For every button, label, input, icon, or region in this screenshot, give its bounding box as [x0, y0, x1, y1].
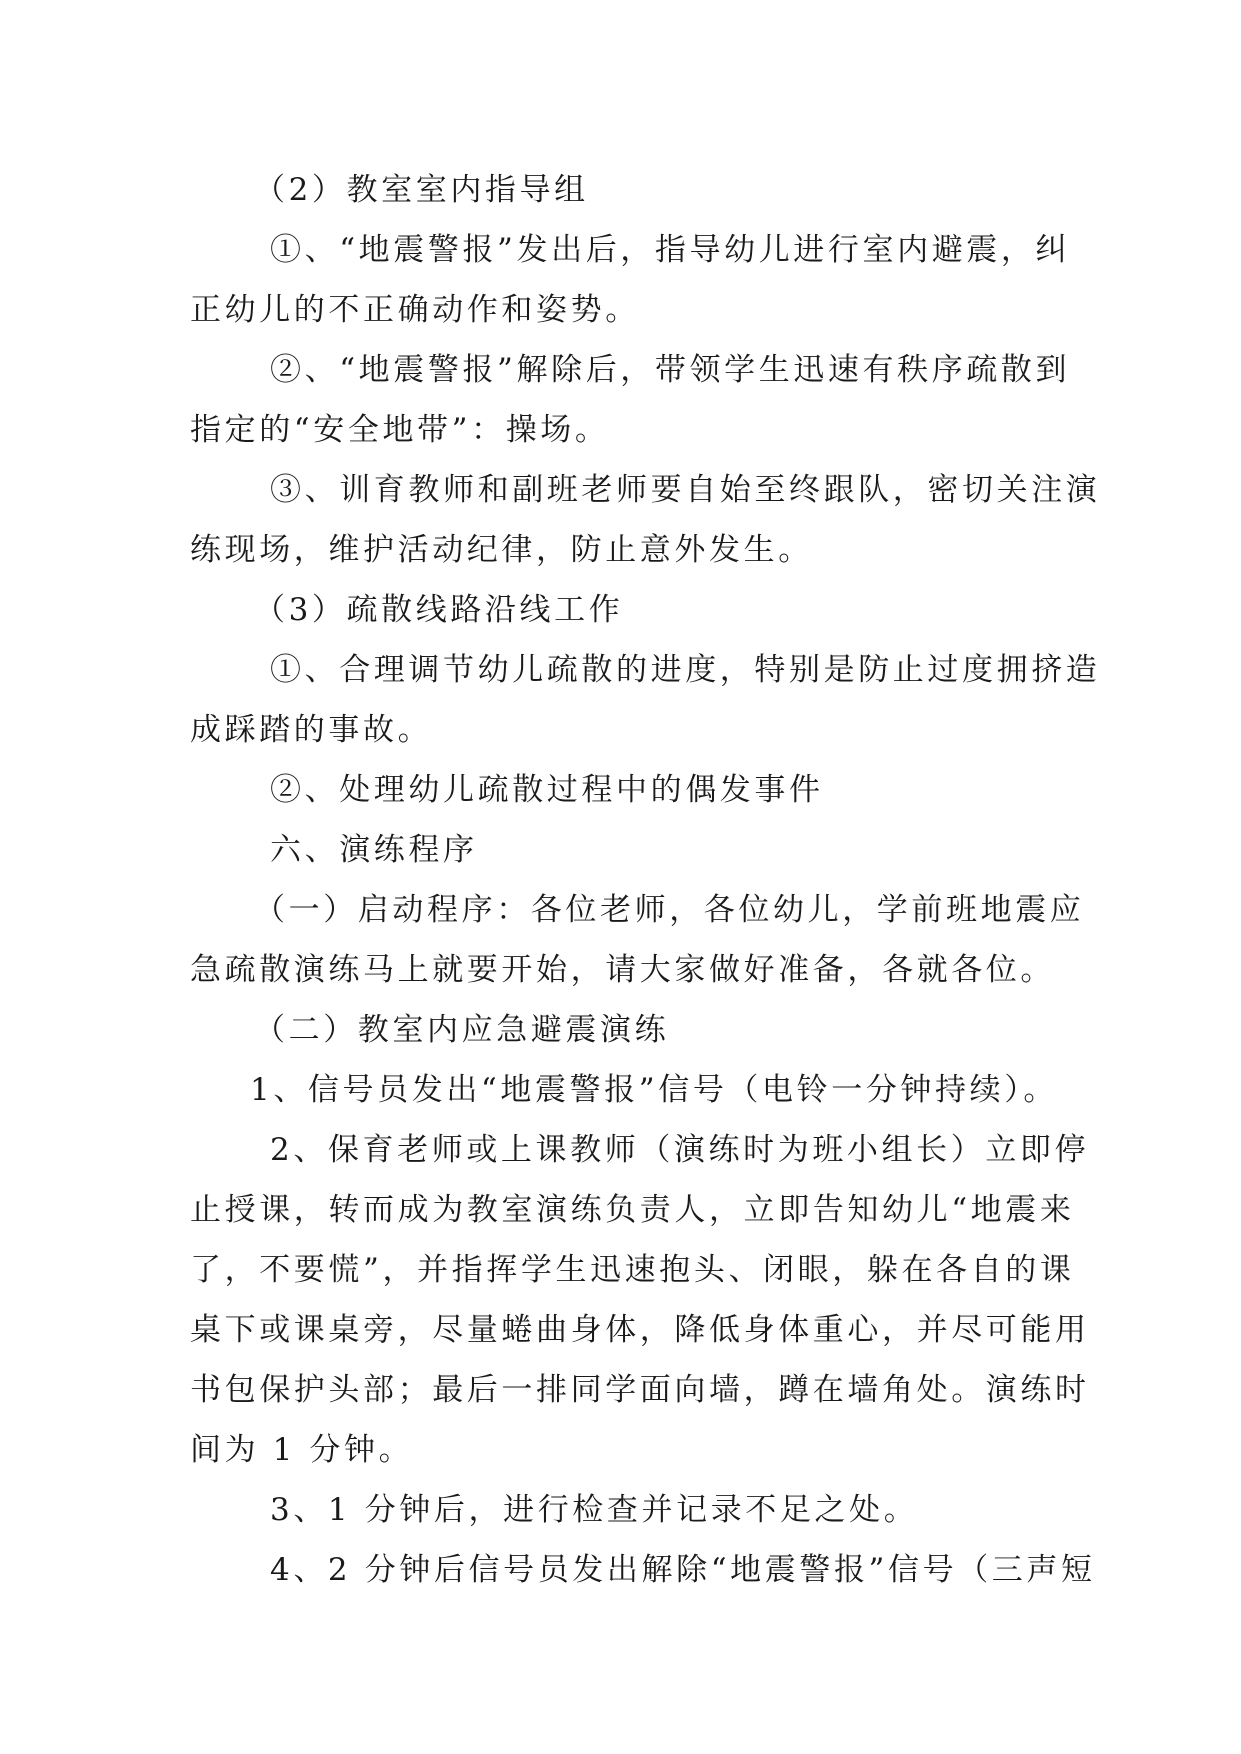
paragraph-line: 书包保护头部；最后一排同学面向墙，蹲在墙角处。演练时	[190, 1372, 1090, 1408]
paragraph-line: 练现场，维护活动纪律，防止意外发生。	[190, 532, 813, 568]
paragraph-line: ①、“地震警报”发出后，指导幼儿进行室内避震，纠	[270, 232, 1071, 268]
paragraph-line: 间为 1 分钟。	[190, 1432, 414, 1468]
paragraph-line: 3、1 分钟后，进行检查并记录不足之处。	[270, 1492, 919, 1528]
paragraph-line: 指定的“安全地带”：操场。	[190, 412, 610, 448]
paragraph-line: 桌下或课桌旁，尽量蜷曲身体，降低身体重心，并尽可能用	[190, 1312, 1090, 1348]
paragraph-line: 止授课，转而成为教室演练负责人，立即告知幼儿“地震来	[190, 1192, 1075, 1228]
paragraph-line: ②、“地震警报”解除后，带领学生迅速有秩序疏散到	[270, 352, 1071, 388]
section-heading-drill-procedure: 六、演练程序	[270, 832, 478, 868]
paragraph-line: 2、保育老师或上课教师（演练时为班小组长）立即停	[270, 1132, 1090, 1168]
paragraph-line: ③、训育教师和副班老师要自始至终跟队，密切关注演	[270, 472, 1101, 508]
section-heading-evacuation-route: （3）疏散线路沿线工作	[254, 592, 624, 628]
paragraph-line: 了，不要慌”，并指挥学生迅速抱头、闭眼，躲在各自的课	[190, 1252, 1075, 1288]
document-body	[190, 160, 1101, 1600]
paragraph-line: 成踩踏的事故。	[190, 712, 433, 748]
paragraph-line: 4、2 分钟后信号员发出解除“地震警报”信号（三声短	[270, 1552, 1096, 1588]
paragraph-line: （一）启动程序：各位老师，各位幼儿，学前班地震应	[254, 892, 1085, 928]
section-heading-indoor-drill: （二）教室内应急避震演练	[254, 1012, 670, 1048]
paragraph-line: 1、信号员发出“地震警报”信号（电铃一分钟持续）。	[250, 1072, 1058, 1108]
paragraph-line: ②、处理幼儿疏散过程中的偶发事件	[270, 772, 824, 808]
paragraph-line: 正幼儿的不正确动作和姿势。	[190, 292, 640, 328]
section-heading-indoor-guidance: （2）教室室内指导组	[254, 172, 589, 208]
paragraph-line: 急疏散演练马上就要开始，请大家做好准备，各就各位。	[190, 952, 1055, 988]
paragraph-line: ①、合理调节幼儿疏散的进度，特别是防止过度拥挤造	[270, 652, 1101, 688]
